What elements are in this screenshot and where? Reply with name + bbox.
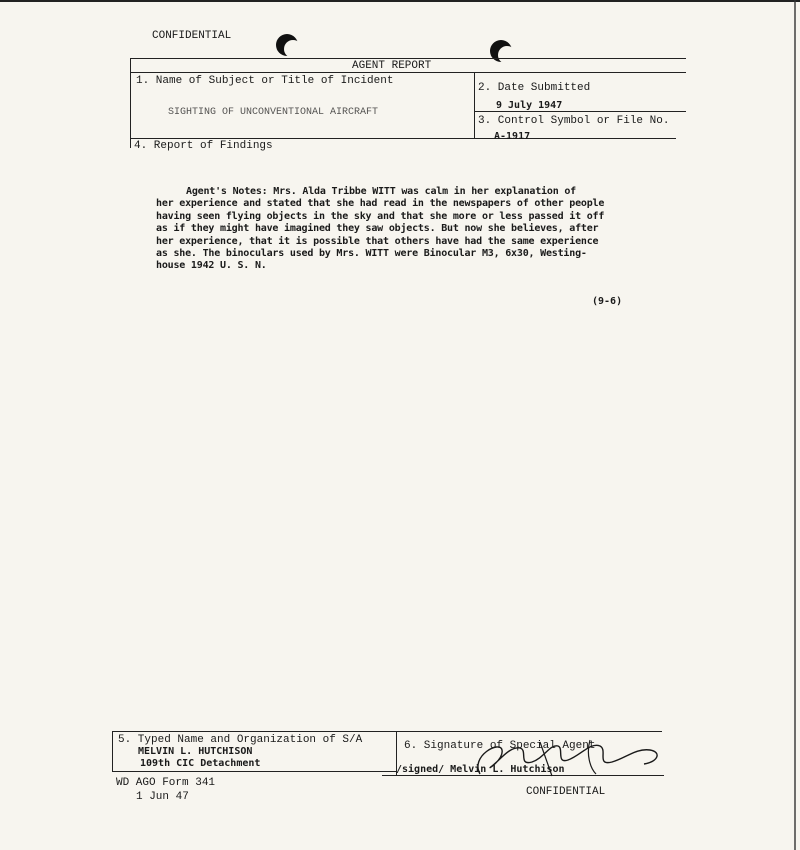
signature-label: 6. Signature of Special Agent	[404, 740, 596, 752]
page-top-edge	[0, 0, 800, 6]
findings-line: as if they might have imagined they saw objects. But now she believes, after	[156, 223, 599, 235]
findings-label: 4. Report of Findings	[134, 140, 273, 152]
findings-rule	[130, 138, 676, 139]
form-title-rule	[130, 72, 686, 73]
classification-bottom: CONFIDENTIAL	[526, 786, 606, 798]
form-top-rule	[130, 58, 686, 59]
punch-hole-left-icon	[276, 34, 298, 56]
classification-top: CONFIDENTIAL	[152, 30, 232, 42]
footer-left-border	[112, 731, 113, 771]
control-label: 3. Control Symbol or File No.	[478, 115, 670, 127]
findings-line: house 1942 U. S. N.	[156, 260, 267, 272]
findings-line: her experience, that it is possible that others have had the same experience	[156, 235, 599, 247]
findings-line: as she. The binoculars used by Mrs. WITT were Binocular M3, 6x30, Westing-	[156, 248, 587, 260]
form-title: AGENT REPORT	[352, 60, 432, 72]
subject-label: 1. Name of Subject or Title of Incident	[136, 75, 394, 87]
page-right-edge	[794, 0, 796, 850]
footer-left-bottom-rule	[112, 771, 396, 772]
findings-body	[156, 186, 656, 273]
findings-line: her experience and stated that she had read in the newspapers of other people	[156, 198, 605, 210]
form-left-border	[130, 58, 131, 148]
footer-top-rule	[112, 731, 662, 732]
findings-line: having seen flying objects in the sky and that she more or less passed it off	[156, 210, 605, 222]
agent-organization: 109th CIC Detachment	[140, 758, 261, 769]
date-value: 9 July 1947	[496, 100, 563, 111]
handwritten-signature-icon	[440, 736, 670, 780]
findings-line: Agent's Notes: Mrs. Alda Tribbe WITT was calm in her explanation of	[186, 186, 576, 197]
control-value: A-1917	[494, 131, 531, 142]
signed-line: /signed/ Melvin L. Hutchison	[396, 764, 565, 775]
agent-name: MELVIN L. HUTCHISON	[138, 746, 253, 757]
typed-name-label: 5. Typed Name and Organization of S/A	[118, 734, 363, 746]
form-date: 1 Jun 47	[136, 791, 189, 803]
form-number: WD AGO Form 341	[116, 777, 216, 789]
form-divider	[474, 72, 475, 138]
date-label: 2. Date Submitted	[478, 82, 591, 94]
subject-value: SIGHTING OF UNCONVENTIONAL AIRCRAFT	[168, 107, 379, 118]
reference-code: (9-6)	[592, 296, 623, 307]
